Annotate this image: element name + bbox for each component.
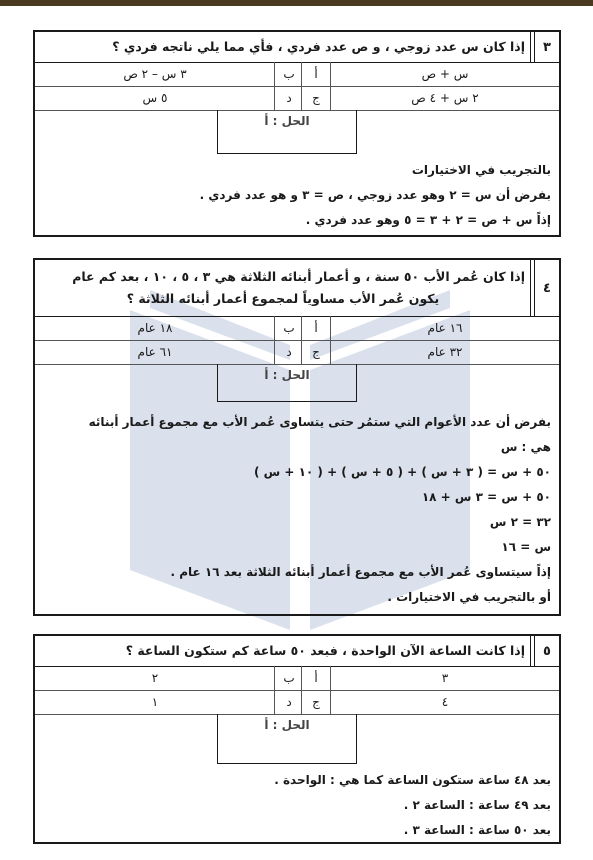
solution-text	[43, 768, 551, 843]
option-d-value: ٥ س	[142, 91, 168, 105]
solution-line: إذاً س + ص = ٢ + ٣ = ٥ وهو عدد فردي .	[305, 213, 551, 227]
options-row	[35, 340, 559, 365]
solution-line: ٥٠ + س = ٣ س + ١٨	[421, 490, 551, 504]
question-line-1: إذا كان عُمر الأب ٥٠ سنة ، و أعمار أبنائه الثلاثة هي ٣ ، ٥ ، ١٠ ، بعد كم عام	[72, 269, 525, 285]
option-c-letter: ج	[301, 690, 331, 714]
option-a-letter: أ	[301, 316, 331, 340]
option-b-value: ٣ س – ٢ ص	[123, 67, 187, 81]
solution-line: بعد ٥٠ ساعة : الساعة ٣ .	[403, 823, 551, 837]
options-row	[35, 316, 559, 341]
option-b-value: ٢	[151, 671, 159, 685]
solution-line: بفرض أن عدد الأعوام التي ستمُر حتى يتساوى عُمر الأب مع مجموع أعمار أبنائه	[88, 415, 551, 429]
solution-line: إذاً سيتساوى عُمر الأب مع مجموع أعمار أبنائه الثلاثة بعد ١٦ عام .	[170, 565, 551, 579]
question-line-2: يكون عُمر الأب مساوياً لمجموع أعمار أبنائه الثلاثة ؟	[126, 291, 440, 306]
option-d-value: ١	[151, 695, 159, 709]
question-card-5	[33, 634, 561, 844]
option-a-letter: أ	[301, 666, 331, 690]
solution-line: بالتجريب في الاختيارات	[411, 163, 551, 177]
solution-box: الحل : أ	[217, 364, 357, 402]
solution-line: ٣٢ = ٢ س	[489, 515, 551, 529]
question-text: إذا كانت الساعة الآن الواحدة ، فبعد ٥٠ ساعة كم ستكون الساعة ؟	[125, 643, 525, 659]
option-b-letter: ب	[274, 316, 303, 340]
question-number: ٣	[534, 32, 559, 62]
solution-line: بعد ٤٩ ساعة : الساعة ٢ .	[403, 798, 551, 812]
option-d-letter: د	[274, 86, 303, 110]
question-card-3	[33, 30, 561, 237]
options-row	[35, 666, 559, 691]
question-text: إذا كان س عدد زوجي ، و ص عدد فردي ، فأي مما يلي ناتجه فردي ؟	[112, 39, 525, 55]
option-a-letter: أ	[301, 62, 331, 86]
solution-line: س = ١٦	[501, 540, 551, 554]
option-d-value: ٦١ عام	[137, 345, 173, 359]
options-row	[35, 86, 559, 111]
options-row	[35, 62, 559, 87]
question-text	[41, 260, 525, 316]
question-number: ٥	[534, 636, 559, 666]
solution-line: بعد ٤٨ ساعة ستكون الساعة كما هي : الواحدة .	[274, 773, 551, 787]
solution-line: هي : س	[500, 440, 551, 454]
option-a-value: ١٦ عام	[427, 321, 463, 335]
solution-text	[43, 158, 551, 233]
solution-line: أو بالتجريب في الاختيارات .	[387, 590, 551, 604]
solution-text	[43, 410, 551, 610]
option-d-letter: د	[274, 690, 303, 714]
options-row	[35, 690, 559, 715]
option-c-letter: ج	[301, 86, 331, 110]
question-card-4	[33, 258, 561, 616]
top-bar	[0, 0, 593, 6]
solution-box: الحل : أ	[217, 714, 357, 764]
option-a-value: ٣	[441, 671, 449, 685]
solution-box: الحل : أ	[217, 110, 357, 154]
option-c-value: ٣٢ عام	[427, 345, 463, 359]
option-a-value: س + ص	[421, 67, 469, 81]
solution-line: ٥٠ + س = ( ٣ + س ) + ( ٥ + س ) + ( ١٠ + س )	[253, 465, 551, 479]
option-c-value: ٢ س + ٤ ص	[411, 91, 479, 105]
option-c-letter: ج	[301, 340, 331, 364]
solution-line: بفرض أن س = ٢ وهو عدد زوجي ، ص = ٣ و هو عدد فردي .	[199, 188, 551, 202]
option-d-letter: د	[274, 340, 303, 364]
question-number: ٤	[534, 260, 559, 316]
option-b-value: ١٨ عام	[137, 321, 173, 335]
option-c-value: ٤	[441, 695, 449, 709]
option-b-letter: ب	[274, 62, 303, 86]
option-b-letter: ب	[274, 666, 303, 690]
